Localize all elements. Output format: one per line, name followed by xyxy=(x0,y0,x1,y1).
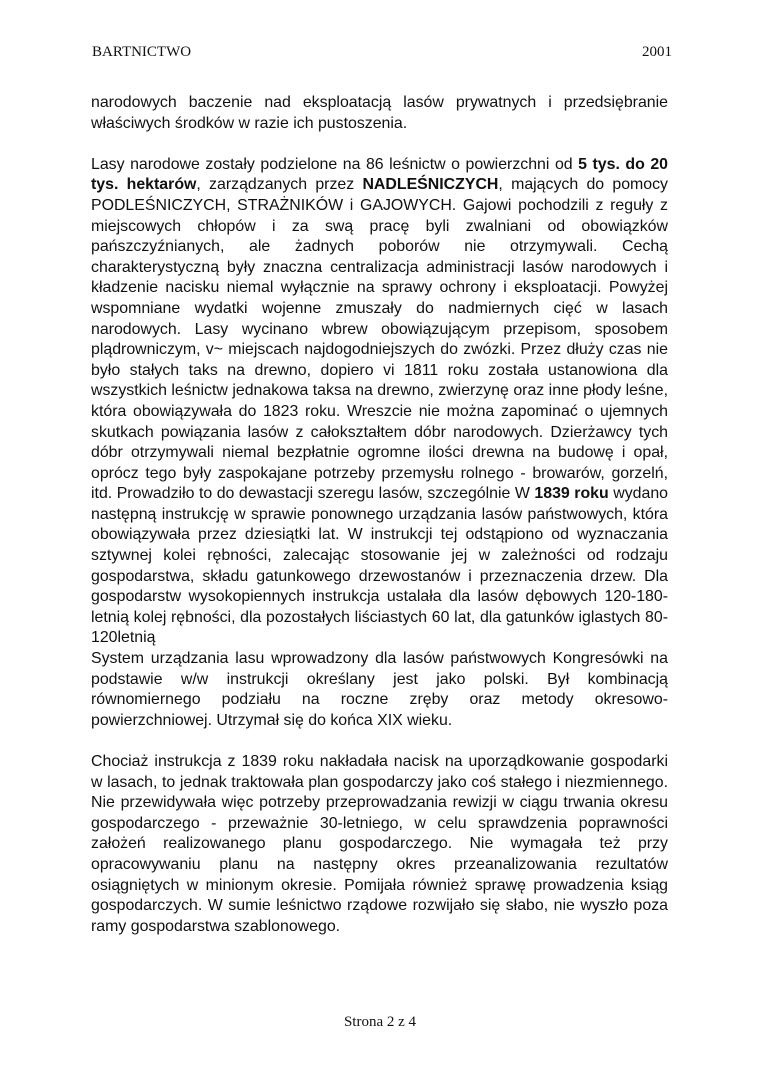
paragraph-2 xyxy=(91,155,668,649)
paragraph-1: narodowych baczenie nad eksploatacją lasów prywatnych i przedsiębranie właściwych środków w razie ich pustoszenia. xyxy=(91,94,668,132)
page-header xyxy=(92,44,672,64)
paragraph-2-text-1: Lasy narodowe zostały podzielone na 86 leśnictw o powierzchni od xyxy=(91,155,579,173)
paragraph-2-text-4: wydano następną instrukcję w sprawie ponownego urządzania lasów państwowych, która obowiązywała przez dziesiątki lat. W instrukcji tej odstąpiono od wyznaczania sztywnej kolei rębności, zalecając stosowanie jej w zależności od rodzaju gospodarstwa, składu gatunkowego drzewostanów i przeznaczenia drzew. Dla gospodarstw wysokopiennych instrukcja ustalała dla lasów dębowych 120-180-letnią kolej rębności, dla pozostałych liściastych 60 lat, dla gatunków iglastych 80-120letnią xyxy=(91,485,669,647)
document-body xyxy=(91,93,668,937)
page-number: Strona 2 z 4 xyxy=(343,1014,417,1030)
page-footer xyxy=(0,1014,760,1031)
header-title: BARTNICTWO xyxy=(92,44,192,60)
paragraph-2-bold-title: NADLEŚNICZYCH xyxy=(362,176,499,194)
paragraph-2-text-3: , mających do pomocy PODLEŚNICZYCH, STRAŻNIKÓW i GAJOWYCH. Gajowi pochodzili z reguły z miejscowych chłopów i za swą pracę byli zwalniani od obowiązków pańszczyźnianych, ale żadnych poborów nie otrzymywali. Cechą charakterystyczną były znaczna centralizacja administracji lasów narodowych i kładzenie nacisku niemal wyłącznie na sprawy ochrony i eksploatacji. Powyżej wspomniane wydatki wojenne zmuszały do nadmiernych cięć w lasach narodowych. Lasy wycinano wbrew obowiązującym przepisom, sposobem plądrowniczym, v~ miejscach najdogodniejszych do zwózki. Przez dłuży czas nie było stałych taks na drewno, dopiero vi 1811 roku została ustanowiona dla wszystkich leśnictw jednakowa taksa na drewno, zwierzynę oraz inne płody leśne, która obowiązywała do 1823 roku. Wreszcie nie można zapominać o ujemnych skutkach powiązania lasów z całokształtem dóbr narodowych. Dzierżawcy tych dóbr otrzymywali niemal bezpłatnie ogromne ilości drewna na budowę i opał, oprócz tego były zaspokajane potrzeby przemysłu rolnego - browarów, gorzelń, itd. Prowadziło to do dewastacji szeregu lasów, szczególnie W xyxy=(91,176,669,503)
paragraph-2-text-2: , zarządzanych przez xyxy=(196,176,363,194)
paragraph-2-bold-year: 1839 roku xyxy=(534,485,609,503)
paragraph-2-bold-area: 5 tys. do 20 tys. hektarów xyxy=(91,155,668,194)
header-year: 2001 xyxy=(642,44,672,60)
paragraph-3: System urządzania lasu wprowadzony dla lasów państwowych Kongresówki na podstawie w/w instrukcji określany jest jako polski. Był kombinacją równomiernego podziału na roczne zręby oraz metody okresowo-powierzchniowej. Utrzymał się do końca XIX wieku. xyxy=(91,650,668,729)
paragraph-4: Chociaż instrukcja z 1839 roku nakładała nacisk na uporządkowanie gospodarki w lasach, to jednak traktowała plan gospodarczy jako coś stałego i niezmiennego. Nie przewidywała więc potrzeby przeprowadzania rewizji w ciągu trwania okresu gospodarczego - przeważnie 30-letniego, w celu sprawdzenia poprawności założeń realizowanego planu gospodarczego. Nie wymagała też przy opracowywaniu planu na następny okres przeanalizowania rezultatów osiągniętych w minionym okresie. Pomijała również sprawę prowadzenia ksiąg gospodarczych. W sumie leśnictwo rządowe rozwijało się słabo, nie wyszło poza ramy gospodarstwa szablonowego. xyxy=(91,753,668,935)
